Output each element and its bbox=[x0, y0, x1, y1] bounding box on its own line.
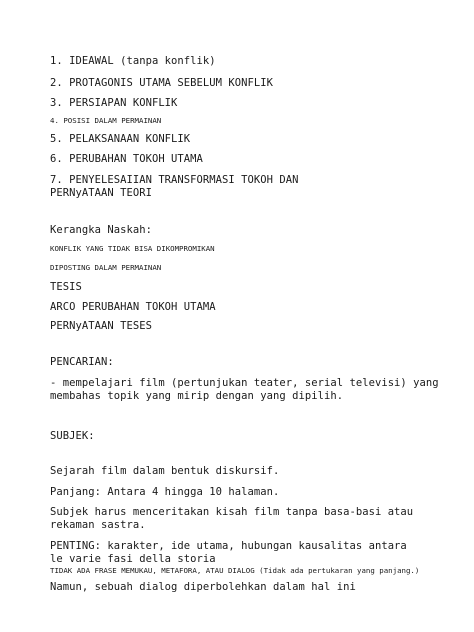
kerangka-line-4: ARCO PERUBAHAN TOKOH UTAMA bbox=[50, 301, 216, 313]
subjek-paragraph-5 bbox=[50, 564, 419, 577]
outline-item-5: 5. PELAKSANAAN KONFLIK bbox=[50, 133, 191, 145]
pencarian-text: - mempelajari film (pertunjukan teater, serial televisi) yang membahas topik yang mirip dengan yang dipilih. bbox=[50, 377, 439, 402]
kerangka-line-2: DIPOSTING DALAM PERMAINAN bbox=[50, 263, 162, 272]
subjek-heading: SUBJEK: bbox=[50, 430, 95, 442]
outline-item-4: 4. POSISI DALAM PERMAINAN bbox=[50, 116, 162, 125]
outline-item-2: 2. PROTAGONIS UTAMA SEBELUM KONFLIK bbox=[50, 77, 274, 89]
outline-item-3: 3. PERSIAPAN KONFLIK bbox=[50, 97, 178, 109]
kerangka-line-5: PERNyATAAN TESES bbox=[50, 320, 152, 332]
outline-item-1: 1. IDEAWAL (tanpa konflik) bbox=[50, 55, 216, 67]
subjek-paragraph-3: Subjek harus menceritakan kisah film tanpa basa-basi atau rekaman sastra. bbox=[50, 506, 414, 531]
subjek-paragraph-1: Sejarah film dalam bentuk diskursif. bbox=[50, 465, 280, 477]
kerangka-line-3: TESIS bbox=[50, 281, 82, 293]
kerangka-line-1: KONFLIK YANG TIDAK BISA DIKOMPROMIKAN bbox=[50, 244, 215, 253]
subjek-paragraph-5-main: TIDAK ADA FRASE MEMUKAU, METAFORA, ATAU DIALOG bbox=[50, 566, 255, 575]
subjek-paragraph-5-parenthetical: (Tidak ada pertukaran yang panjang.) bbox=[259, 566, 420, 575]
subjek-paragraph-4: PENTING: karakter, ide utama, hubungan kausalitas antara le varie fasi della storia bbox=[50, 540, 407, 565]
outline-item-6: 6. PERUBAHAN TOKOH UTAMA bbox=[50, 153, 203, 165]
subjek-paragraph-6: Namun, sebuah dialog diperbolehkan dalam hal ini bbox=[50, 581, 356, 593]
subjek-paragraph-2: Panjang: Antara 4 hingga 10 halaman. bbox=[50, 486, 280, 498]
kerangka-heading: Kerangka Naskah: bbox=[50, 224, 152, 236]
outline-item-7: 7. PENYELESAIIAN TRANSFORMASI TOKOH DAN PERNyATAAN TEORI bbox=[50, 174, 299, 199]
pencarian-heading: PENCARIAN: bbox=[50, 356, 114, 368]
